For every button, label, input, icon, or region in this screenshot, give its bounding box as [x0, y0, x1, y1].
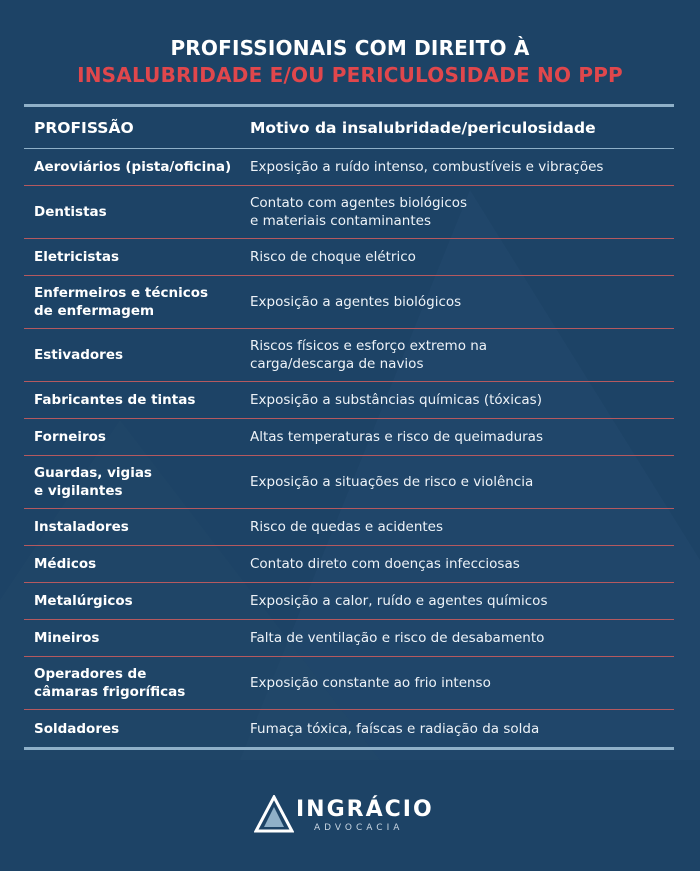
profession-cell: [24, 158, 250, 176]
reason-text: Exposição a substâncias químicas (tóxicas): [250, 392, 542, 408]
reason-cell: [250, 720, 674, 738]
profession-cell: [24, 391, 250, 409]
profession-cell: [24, 629, 250, 647]
reason-text: Contato direto com doenças infecciosas: [250, 556, 520, 572]
table-row: [24, 329, 674, 382]
profession-text: Estivadores: [34, 347, 124, 363]
table-row: [24, 419, 674, 456]
reason-text: Riscos físicos e esforço extremo na: [250, 338, 488, 354]
column-header-reason: Motivo da insalubridade/periculosidade: [250, 118, 596, 137]
reason-text: e materiais contaminantes: [250, 213, 431, 229]
profession-table: [24, 104, 674, 750]
profession-text: e vigilantes: [34, 483, 123, 499]
profession-text: Dentistas: [34, 204, 107, 220]
reason-cell: [250, 518, 674, 536]
profession-cell: [24, 284, 250, 320]
reason-text: Exposição constante ao frio intenso: [250, 675, 491, 691]
profession-text: Metalúrgicos: [34, 593, 133, 609]
profession-cell: [24, 346, 250, 364]
table-row: [24, 509, 674, 546]
table-row: [24, 710, 674, 747]
page-subtitle: INSALUBRIDADE E/OU PERICULOSIDADE NO PPP: [77, 63, 623, 87]
table-row: [24, 657, 674, 710]
reason-text: Falta de ventilação e risco de desabamento: [250, 630, 545, 646]
profession-cell: [24, 665, 250, 701]
logo-subtitle: ADVOCACIA: [314, 823, 404, 833]
profession-cell: [24, 592, 250, 610]
reason-cell: [250, 248, 674, 266]
profession-text: Enfermeiros e técnicos: [34, 285, 209, 301]
table-row: [24, 382, 674, 419]
profession-cell: [24, 203, 250, 221]
table-row: [24, 186, 674, 239]
table-header-row: [24, 107, 674, 149]
reason-cell: [250, 337, 674, 373]
profession-text: Forneiros: [34, 429, 106, 445]
reason-text: Risco de quedas e acidentes: [250, 519, 444, 535]
table-row: [24, 456, 674, 509]
reason-cell: [250, 194, 674, 230]
profession-cell: [24, 464, 250, 500]
table-row: [24, 583, 674, 620]
profession-text: Guardas, vigias: [34, 465, 152, 481]
reason-text: Contato com agentes biológicos: [250, 195, 468, 211]
reason-cell: [250, 391, 674, 409]
reason-cell: [250, 428, 674, 446]
logo-triangle-icon: [254, 795, 294, 833]
reason-text: Exposição a ruído intenso, combustíveis e vibrações: [250, 159, 604, 175]
profession-cell: [24, 248, 250, 266]
profession-text: Soldadores: [34, 720, 120, 737]
profession-text: Aeroviários (pista/oficina): [34, 159, 232, 175]
reason-cell: [250, 592, 674, 610]
profession-cell: [24, 428, 250, 446]
reason-text: Risco de choque elétrico: [250, 249, 416, 265]
table-row: [24, 546, 674, 583]
reason-cell: [250, 674, 674, 692]
profession-text: Eletricistas: [34, 249, 120, 265]
table-body: [24, 149, 674, 747]
page-title: PROFISSIONAIS COM DIREITO À: [170, 36, 530, 60]
table-row: [24, 149, 674, 186]
profession-cell: [24, 555, 250, 573]
profession-text: Instaladores: [34, 519, 129, 535]
reason-cell: [250, 555, 674, 573]
logo-name: INGRÁCIO: [296, 797, 434, 822]
column-header-profession: PROFISSÃO: [34, 118, 134, 137]
profession-cell: [24, 518, 250, 536]
reason-text: Exposição a situações de risco e violência: [250, 474, 534, 490]
reason-text: Exposição a calor, ruído e agentes químicos: [250, 593, 548, 609]
logo: [254, 795, 454, 841]
profession-text: Fabricantes de tintas: [34, 392, 196, 408]
reason-cell: [250, 629, 674, 647]
profession-text: Operadores de: [34, 666, 147, 682]
profession-text: câmaras frigoríficas: [34, 684, 186, 700]
profession-cell: [24, 720, 250, 738]
reason-text: Fumaça tóxica, faíscas e radiação da solda: [250, 720, 540, 737]
reason-text: Exposição a agentes biológicos: [250, 294, 462, 310]
profession-text: Médicos: [34, 556, 97, 572]
reason-text: carga/descarga de navios: [250, 356, 424, 372]
table-row: [24, 276, 674, 329]
reason-cell: [250, 158, 674, 176]
reason-cell: [250, 293, 674, 311]
reason-text: Altas temperaturas e risco de queimaduras: [250, 429, 543, 445]
profession-text: Mineiros: [34, 630, 100, 646]
reason-cell: [250, 473, 674, 491]
profession-text: de enfermagem: [34, 303, 155, 319]
table-row: [24, 620, 674, 657]
table-row: [24, 239, 674, 276]
